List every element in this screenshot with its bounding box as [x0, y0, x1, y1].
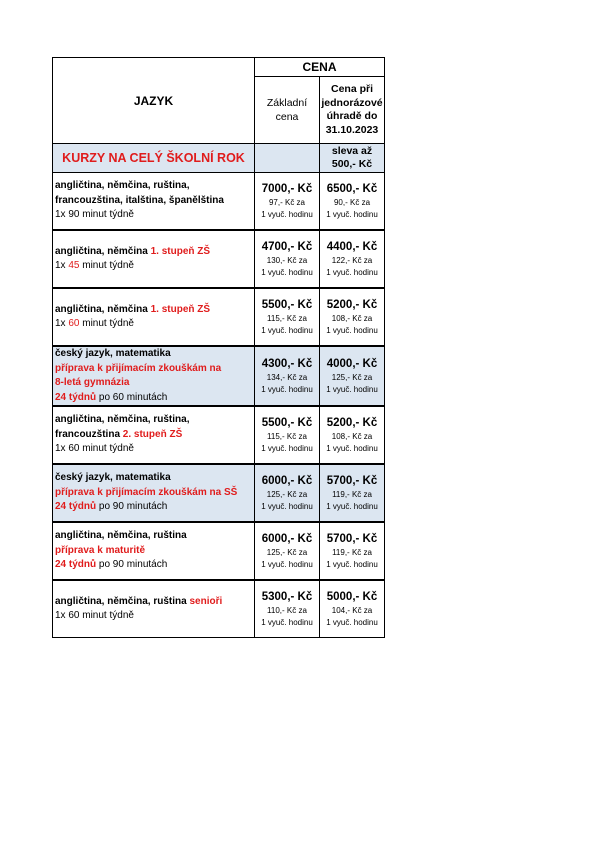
hourly-price: 134,- Kč za — [266, 372, 308, 382]
course-description — [53, 346, 255, 406]
header-early-price: Cena při jednorázové úhradě do 31.10.2023 — [320, 77, 385, 144]
price-table — [52, 57, 385, 638]
early-price-cell — [320, 230, 385, 288]
course-description — [53, 522, 255, 580]
header-jazyk: JAZYK — [53, 58, 255, 144]
description-line — [55, 362, 254, 377]
description-line — [55, 259, 254, 274]
description-line — [55, 194, 254, 209]
early-price-cell — [320, 464, 385, 522]
course-description — [53, 580, 255, 638]
table-row — [53, 464, 385, 522]
description-segment: angličtina, němčina, ruština, — [55, 180, 190, 192]
hourly-unit: 1 vyuč. hodinu — [261, 209, 313, 219]
description-segment: 60 — [68, 318, 80, 329]
price-amount: 5200,- Kč — [326, 298, 378, 311]
hourly-price: 110,- Kč za — [267, 605, 307, 615]
description-line — [55, 347, 254, 362]
description-segment: příprava k přijímacím zkouškám na SŠ — [55, 486, 238, 498]
table-row — [53, 522, 385, 580]
description-line — [55, 413, 254, 428]
hourly-unit: 1 vyuč. hodinu — [261, 617, 313, 627]
description-line — [55, 376, 254, 391]
early-price-cell — [320, 346, 385, 406]
description-segment: český jazyk, matematika — [55, 472, 171, 484]
description-line — [55, 428, 254, 443]
price-amount: 5500,- Kč — [261, 416, 313, 429]
price-amount: 7000,- Kč — [261, 182, 313, 195]
description-segment: angličtina, němčina — [55, 245, 151, 257]
hourly-unit: 1 vyuč. hodinu — [326, 267, 378, 277]
description-line — [55, 179, 254, 194]
description-line — [55, 558, 254, 573]
price-amount: 6000,- Kč — [261, 474, 313, 487]
description-segment: minut týdně — [79, 318, 134, 329]
description-line — [55, 317, 254, 332]
description-line — [55, 303, 254, 318]
hourly-price: 115,- Kč za — [267, 431, 307, 441]
course-rows — [53, 173, 385, 638]
course-description — [53, 406, 255, 464]
table-row — [53, 406, 385, 464]
hourly-unit: 1 vyuč. hodinu — [326, 384, 378, 394]
hourly-unit: 1 vyuč. hodinu — [261, 384, 313, 394]
section-discount-note: sleva až 500,- Kč — [320, 144, 385, 173]
base-price-cell — [255, 464, 320, 522]
description-segment: 8-letá gymnázia — [55, 377, 130, 388]
early-price-cell — [320, 580, 385, 638]
table-row — [53, 173, 385, 231]
description-segment: po 90 minutách — [96, 559, 168, 571]
hourly-unit: 1 vyuč. hodinu — [326, 617, 378, 627]
section-title: KURZY NA CELÝ ŠKOLNÍ ROK — [53, 144, 255, 173]
hourly-price: 119,- Kč za — [332, 489, 372, 499]
header-base-price: Základní cena — [255, 77, 320, 144]
hourly-price: 108,- Kč za — [331, 313, 373, 323]
description-line — [55, 442, 254, 457]
description-line — [55, 245, 254, 260]
base-price-cell — [255, 406, 320, 464]
description-segment: 1x — [55, 318, 69, 329]
hourly-price: 97,- Kč za — [268, 197, 306, 207]
price-amount: 5700,- Kč — [326, 474, 378, 487]
description-line — [55, 471, 254, 486]
hourly-price: 119,- Kč za — [332, 547, 372, 557]
hourly-unit: 1 vyuč. hodinu — [326, 209, 378, 219]
description-segment: senioři — [189, 595, 223, 607]
description-line — [55, 595, 254, 610]
course-description — [53, 230, 255, 288]
price-amount: 4700,- Kč — [261, 240, 313, 253]
hourly-unit: 1 vyuč. hodinu — [326, 443, 378, 453]
base-price-cell — [255, 580, 320, 638]
description-segment: angličtina, němčina, ruština — [55, 595, 190, 607]
base-price-cell — [255, 288, 320, 346]
description-line — [55, 609, 254, 624]
description-segment: 1x — [55, 260, 69, 271]
course-description — [53, 288, 255, 346]
hourly-unit: 1 vyuč. hodinu — [326, 501, 378, 511]
base-price-cell — [255, 522, 320, 580]
description-segment: 1x 60 minut týdně — [55, 610, 134, 621]
price-amount: 4300,- Kč — [261, 357, 313, 370]
description-segment: 24 týdnů — [55, 391, 97, 403]
price-amount: 5200,- Kč — [326, 416, 378, 429]
price-amount: 6500,- Kč — [326, 182, 378, 195]
hourly-price: 115,- Kč za — [267, 313, 307, 323]
table-row — [53, 346, 385, 406]
hourly-unit: 1 vyuč. hodinu — [326, 559, 378, 569]
description-segment: 24 týdnů — [55, 559, 97, 571]
header-cena: CENA — [255, 58, 385, 77]
course-description — [53, 173, 255, 231]
description-segment: 1x 90 minut týdně — [55, 209, 134, 221]
description-segment: po 90 minutách — [96, 501, 168, 513]
base-price-cell — [255, 230, 320, 288]
table-row — [53, 288, 385, 346]
description-segment: angličtina, němčina, ruština, — [55, 414, 190, 426]
description-segment: 1. stupeň ZŠ — [150, 245, 211, 257]
hourly-unit: 1 vyuč. hodinu — [261, 325, 313, 335]
description-segment: angličtina, němčina — [55, 303, 151, 315]
hourly-price: 122,- Kč za — [331, 255, 373, 265]
price-amount: 4400,- Kč — [326, 240, 378, 253]
hourly-price: 125,- Kč za — [331, 372, 373, 382]
description-segment: 1x 60 minut týdně — [55, 443, 134, 455]
description-line — [55, 500, 254, 515]
description-line — [55, 529, 254, 544]
early-price-cell — [320, 288, 385, 346]
hourly-price: 90,- Kč za — [333, 197, 371, 207]
hourly-price: 125,- Kč za — [266, 547, 308, 557]
description-segment: po 60 minutách — [96, 391, 168, 403]
description-segment: 1. stupeň ZŠ — [150, 303, 211, 315]
price-amount: 5500,- Kč — [261, 298, 313, 311]
description-segment: 45 — [68, 260, 80, 271]
description-segment: 2. stupeň ZŠ — [122, 428, 183, 440]
price-amount: 4000,- Kč — [326, 357, 378, 370]
table-row — [53, 230, 385, 288]
hourly-price: 108,- Kč za — [331, 431, 373, 441]
hourly-unit: 1 vyuč. hodinu — [261, 501, 313, 511]
description-segment: příprava k maturitě — [55, 544, 146, 556]
base-price-cell — [255, 346, 320, 406]
price-amount: 6000,- Kč — [261, 532, 313, 545]
section-empty-cell — [255, 144, 320, 173]
description-segment: 24 týdnů — [55, 501, 97, 513]
description-segment: francouzština, italština, španělština — [55, 194, 224, 206]
description-segment: minut týdně — [79, 260, 134, 271]
early-price-cell — [320, 406, 385, 464]
price-amount: 5000,- Kč — [326, 590, 378, 603]
base-price-cell — [255, 173, 320, 231]
price-amount: 5700,- Kč — [326, 532, 378, 545]
description-line — [55, 208, 254, 223]
description-segment: francouzština — [55, 428, 123, 440]
description-line — [55, 486, 254, 501]
description-segment: angličtina, němčina, ruština — [55, 530, 187, 542]
early-price-cell — [320, 522, 385, 580]
hourly-unit: 1 vyuč. hodinu — [261, 559, 313, 569]
early-price-cell — [320, 173, 385, 231]
description-line — [55, 544, 254, 559]
course-description — [53, 464, 255, 522]
table-row — [53, 580, 385, 638]
hourly-unit: 1 vyuč. hodinu — [261, 443, 313, 453]
hourly-price: 104,- Kč za — [331, 605, 373, 615]
price-amount: 5300,- Kč — [261, 590, 313, 603]
hourly-price: 130,- Kč za — [266, 255, 308, 265]
hourly-unit: 1 vyuč. hodinu — [326, 325, 378, 335]
description-segment: příprava k přijímacím zkouškám na — [55, 362, 222, 374]
description-line — [55, 391, 254, 406]
description-segment: český jazyk, matematika — [55, 348, 171, 359]
hourly-unit: 1 vyuč. hodinu — [261, 267, 313, 277]
hourly-price: 125,- Kč za — [266, 489, 308, 499]
